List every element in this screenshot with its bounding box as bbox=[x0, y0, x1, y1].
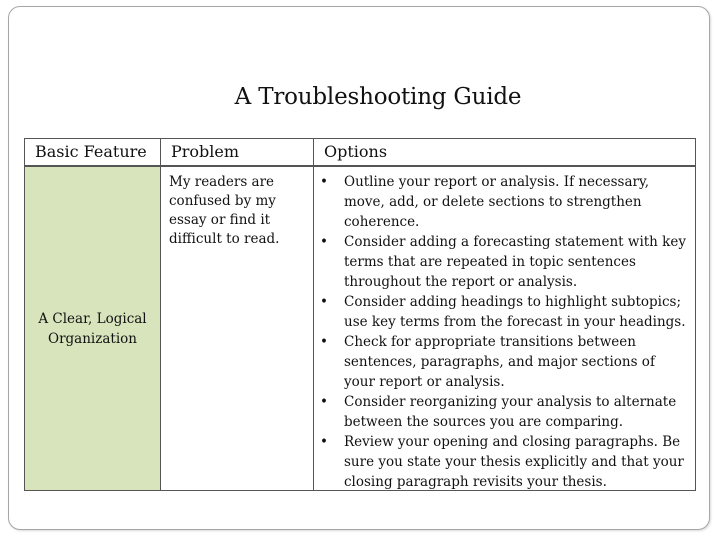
option-item bbox=[320, 432, 689, 492]
bullet-icon: • bbox=[320, 294, 328, 310]
options-cell bbox=[313, 166, 696, 491]
bullet-icon: • bbox=[320, 234, 328, 250]
feature-text: A Clear, Logical Organization bbox=[38, 310, 147, 347]
option-item bbox=[320, 392, 689, 432]
option-item bbox=[320, 172, 689, 232]
header-problem: Problem bbox=[160, 138, 314, 166]
option-text: Review your opening and closing paragraphs. Be sure you state your thesis explicitly and that your closing paragraph revisits your thesis. bbox=[344, 434, 684, 490]
slide-title: A Troubleshooting Guide bbox=[234, 84, 522, 110]
option-text: Outline your report or analysis. If necessary, move, add, or delete sections to strengthen coherence. bbox=[344, 174, 650, 230]
problem-text: My readers are confused by my essay or find it difficult to read. bbox=[169, 174, 280, 247]
feature-cell bbox=[24, 166, 161, 491]
option-item bbox=[320, 232, 689, 292]
option-text: Consider reorganizing your analysis to alternate between the sources you are comparing. bbox=[344, 394, 677, 430]
bullet-icon: • bbox=[320, 334, 328, 350]
option-text: Consider adding a forecasting statement with key terms that are repeated in topic sentences throughout the report or analysis. bbox=[344, 234, 686, 290]
option-item bbox=[320, 292, 689, 332]
header-basic-feature: Basic Feature bbox=[24, 138, 161, 166]
bullet-icon: • bbox=[320, 434, 328, 450]
option-item bbox=[320, 332, 689, 392]
options-list bbox=[320, 172, 689, 492]
option-text: Consider adding headings to highlight subtopics; use key terms from the forecast in your headings. bbox=[344, 294, 686, 330]
header-options: Options bbox=[313, 138, 696, 166]
bullet-icon: • bbox=[320, 174, 328, 190]
problem-cell bbox=[160, 166, 314, 491]
option-text: Check for appropriate transitions between sentences, paragraphs, and major sections of your report or analysis. bbox=[344, 334, 655, 390]
bullet-icon: • bbox=[320, 394, 328, 410]
